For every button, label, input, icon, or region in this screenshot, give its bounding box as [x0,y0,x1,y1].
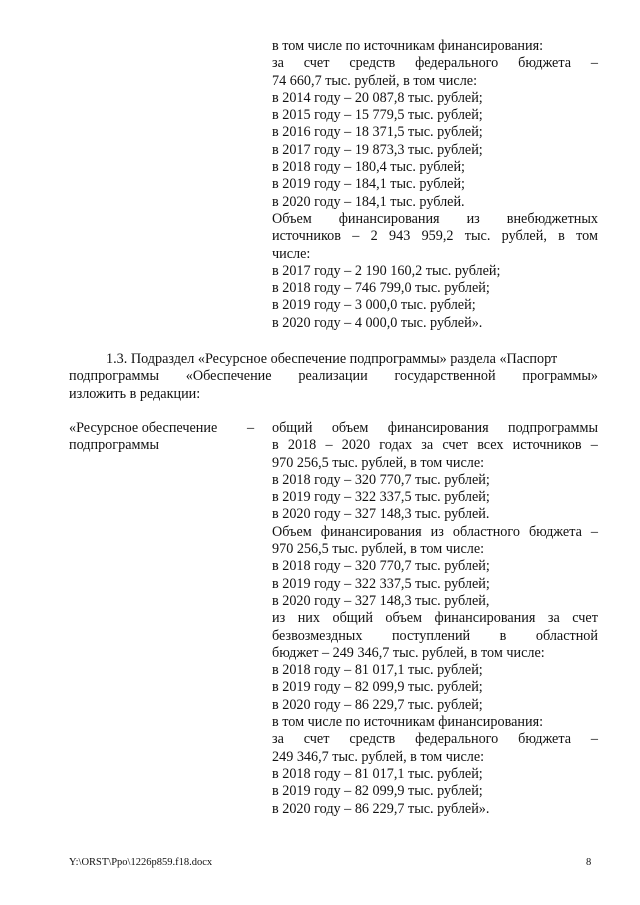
word: подпрограммы [508,420,598,436]
word: – [590,437,598,454]
text-line: в 2018 году – 180,4 тыс. рублей; [272,159,465,176]
word: объем [331,420,369,436]
page-number: 8 [586,857,592,868]
word: общий [332,610,373,627]
word: – [590,55,598,72]
resource-provision-text [272,420,598,818]
word: том [576,228,598,245]
text-line: в 2019 году – 82 099,9 тыс. рублей; [272,783,483,800]
word: бюджета [518,55,572,72]
word: государственной [394,368,496,385]
text-line [272,228,598,245]
text-line: в 2020 году – 86 229,7 тыс. рублей; [272,696,483,713]
word: реализации [298,368,368,385]
word: Объем [272,210,312,227]
word: за [272,731,284,748]
word: в [272,437,279,454]
text-line: в 2020 году – 327 148,3 тыс. рублей. [272,506,490,523]
text-line: 74 660,7 тыс. рублей, в том числе: [272,72,478,89]
text-line: в 2017 году – 19 873,3 тыс. рублей; [272,141,483,158]
text-line: в 2019 году – 322 337,5 тыс. рублей; [272,489,490,506]
text-line: 970 256,5 тыс. рублей, в том числе: [272,454,485,471]
word: 959,2 [421,228,454,245]
text-line: 249 346,7 тыс. рублей, в том числе: [272,748,485,765]
word: из [272,610,286,627]
resource-provision-label [69,420,259,455]
text-line [272,524,598,541]
text-line: «Ресурсное обеспечение [69,420,218,436]
word: средств [349,731,396,748]
label-dash: – [247,420,255,436]
word: поступлений [391,627,471,644]
word: «Обеспечение [185,368,272,385]
word: финансирования [434,610,536,627]
word: 2020 [341,437,371,454]
word: годах [379,437,413,454]
text-line: в 2018 году – 746 799,0 тыс. рублей; [272,280,490,297]
word: 943 [389,228,411,245]
text-line [272,628,598,645]
text-line: в 2019 году – 322 337,5 тыс. рублей; [272,575,490,592]
text-line: в 2019 году – 3 000,0 тыс. рублей; [272,297,476,314]
text-line: в 2018 году – 320 770,7 тыс. рублей; [272,471,490,488]
word: – [590,731,598,748]
word: федерального [415,55,499,72]
word: счет [572,610,598,627]
word: за [547,610,560,627]
text-line: в 2020 году – 184,1 тыс. рублей. [272,193,465,210]
text-line [272,437,598,454]
word: федерального [415,731,499,748]
word: Объем [272,523,312,540]
word: программы» [522,368,598,385]
word: объем [385,610,422,627]
text-line [272,420,598,437]
text-line: бюджет – 249 346,7 тыс. рублей, в том числе: [272,644,545,661]
text-line: в 2016 году – 18 371,5 тыс. рублей; [272,124,483,141]
text-line [272,211,598,228]
text-line: подпрограммы [69,437,159,454]
word: в [558,228,565,245]
text-line: в 2017 году – 2 190 160,2 тыс. рублей; [272,262,501,279]
text-line [272,55,598,72]
text-line [272,610,598,627]
text-line: изложить в редакции: [69,385,201,402]
word: источников [512,437,582,454]
text-line: в 2020 году – 327 148,3 тыс. рублей, [272,592,490,609]
text-line: в 2019 году – 82 099,9 тыс. рублей; [272,679,483,696]
word: безвозмездных [272,627,363,644]
word: за [272,55,284,72]
word: областного [452,523,520,540]
word: общий [272,420,313,436]
text-line: 970 256,5 тыс. рублей, в том числе: [272,541,485,558]
word: областной [535,627,598,644]
text-line [69,368,598,385]
word: – [352,228,360,245]
text-line: в 2018 году – 320 770,7 тыс. рублей; [272,558,490,575]
word: подпрограммы [69,368,159,385]
text-line: 1.3. Подраздел «Ресурсное обеспечение подпрограммы» раздела «Паспорт [106,351,558,367]
word: средств [349,55,396,72]
text-line: числе: [272,245,311,262]
word: бюджета [518,731,572,748]
word: в [499,627,507,644]
text-line: в том числе по источникам финансирования: [272,714,544,731]
text-line: в 2015 году – 15 779,5 тыс. рублей; [272,107,483,124]
word: за [421,437,434,454]
text-line: в 2020 году – 86 229,7 тыс. рублей». [272,800,490,817]
word: бюджета [528,523,582,540]
footer-file-path: Y:\ORST\Ppo\1226p859.f18.docx [69,857,213,868]
word: счет [303,731,330,748]
word: из [430,523,444,540]
word: всех [477,437,504,454]
word: них [297,610,320,627]
text-line: в 2018 году – 81 017,1 тыс. рублей; [272,662,483,679]
section-1-3-paragraph [69,351,598,403]
text-line: в 2018 году – 81 017,1 тыс. рублей; [272,765,483,782]
word: 2 [370,228,378,245]
text-line: в 2014 году – 20 087,8 тыс. рублей; [272,89,483,106]
word: финансирования [320,523,422,540]
word: финансирования [338,210,440,227]
word: рублей, [501,228,547,245]
word: внебюджетных [506,210,598,227]
text-line: в 2020 году – 4 000,0 тыс. рублей». [272,314,483,331]
word: тыс. [464,228,491,245]
funding-sources-continuation [272,38,598,332]
word: – [590,523,598,540]
word: финансирования [387,420,489,436]
word: счет [442,437,468,454]
word: источников [272,228,341,245]
word: счет [303,55,330,72]
word: из [466,210,480,227]
text-line: в том числе по источникам финансирования: [272,38,544,54]
text-line: в 2019 году – 184,1 тыс. рублей; [272,176,465,193]
text-line [272,731,598,748]
word: – [325,437,333,454]
word: 2018 [287,437,317,454]
